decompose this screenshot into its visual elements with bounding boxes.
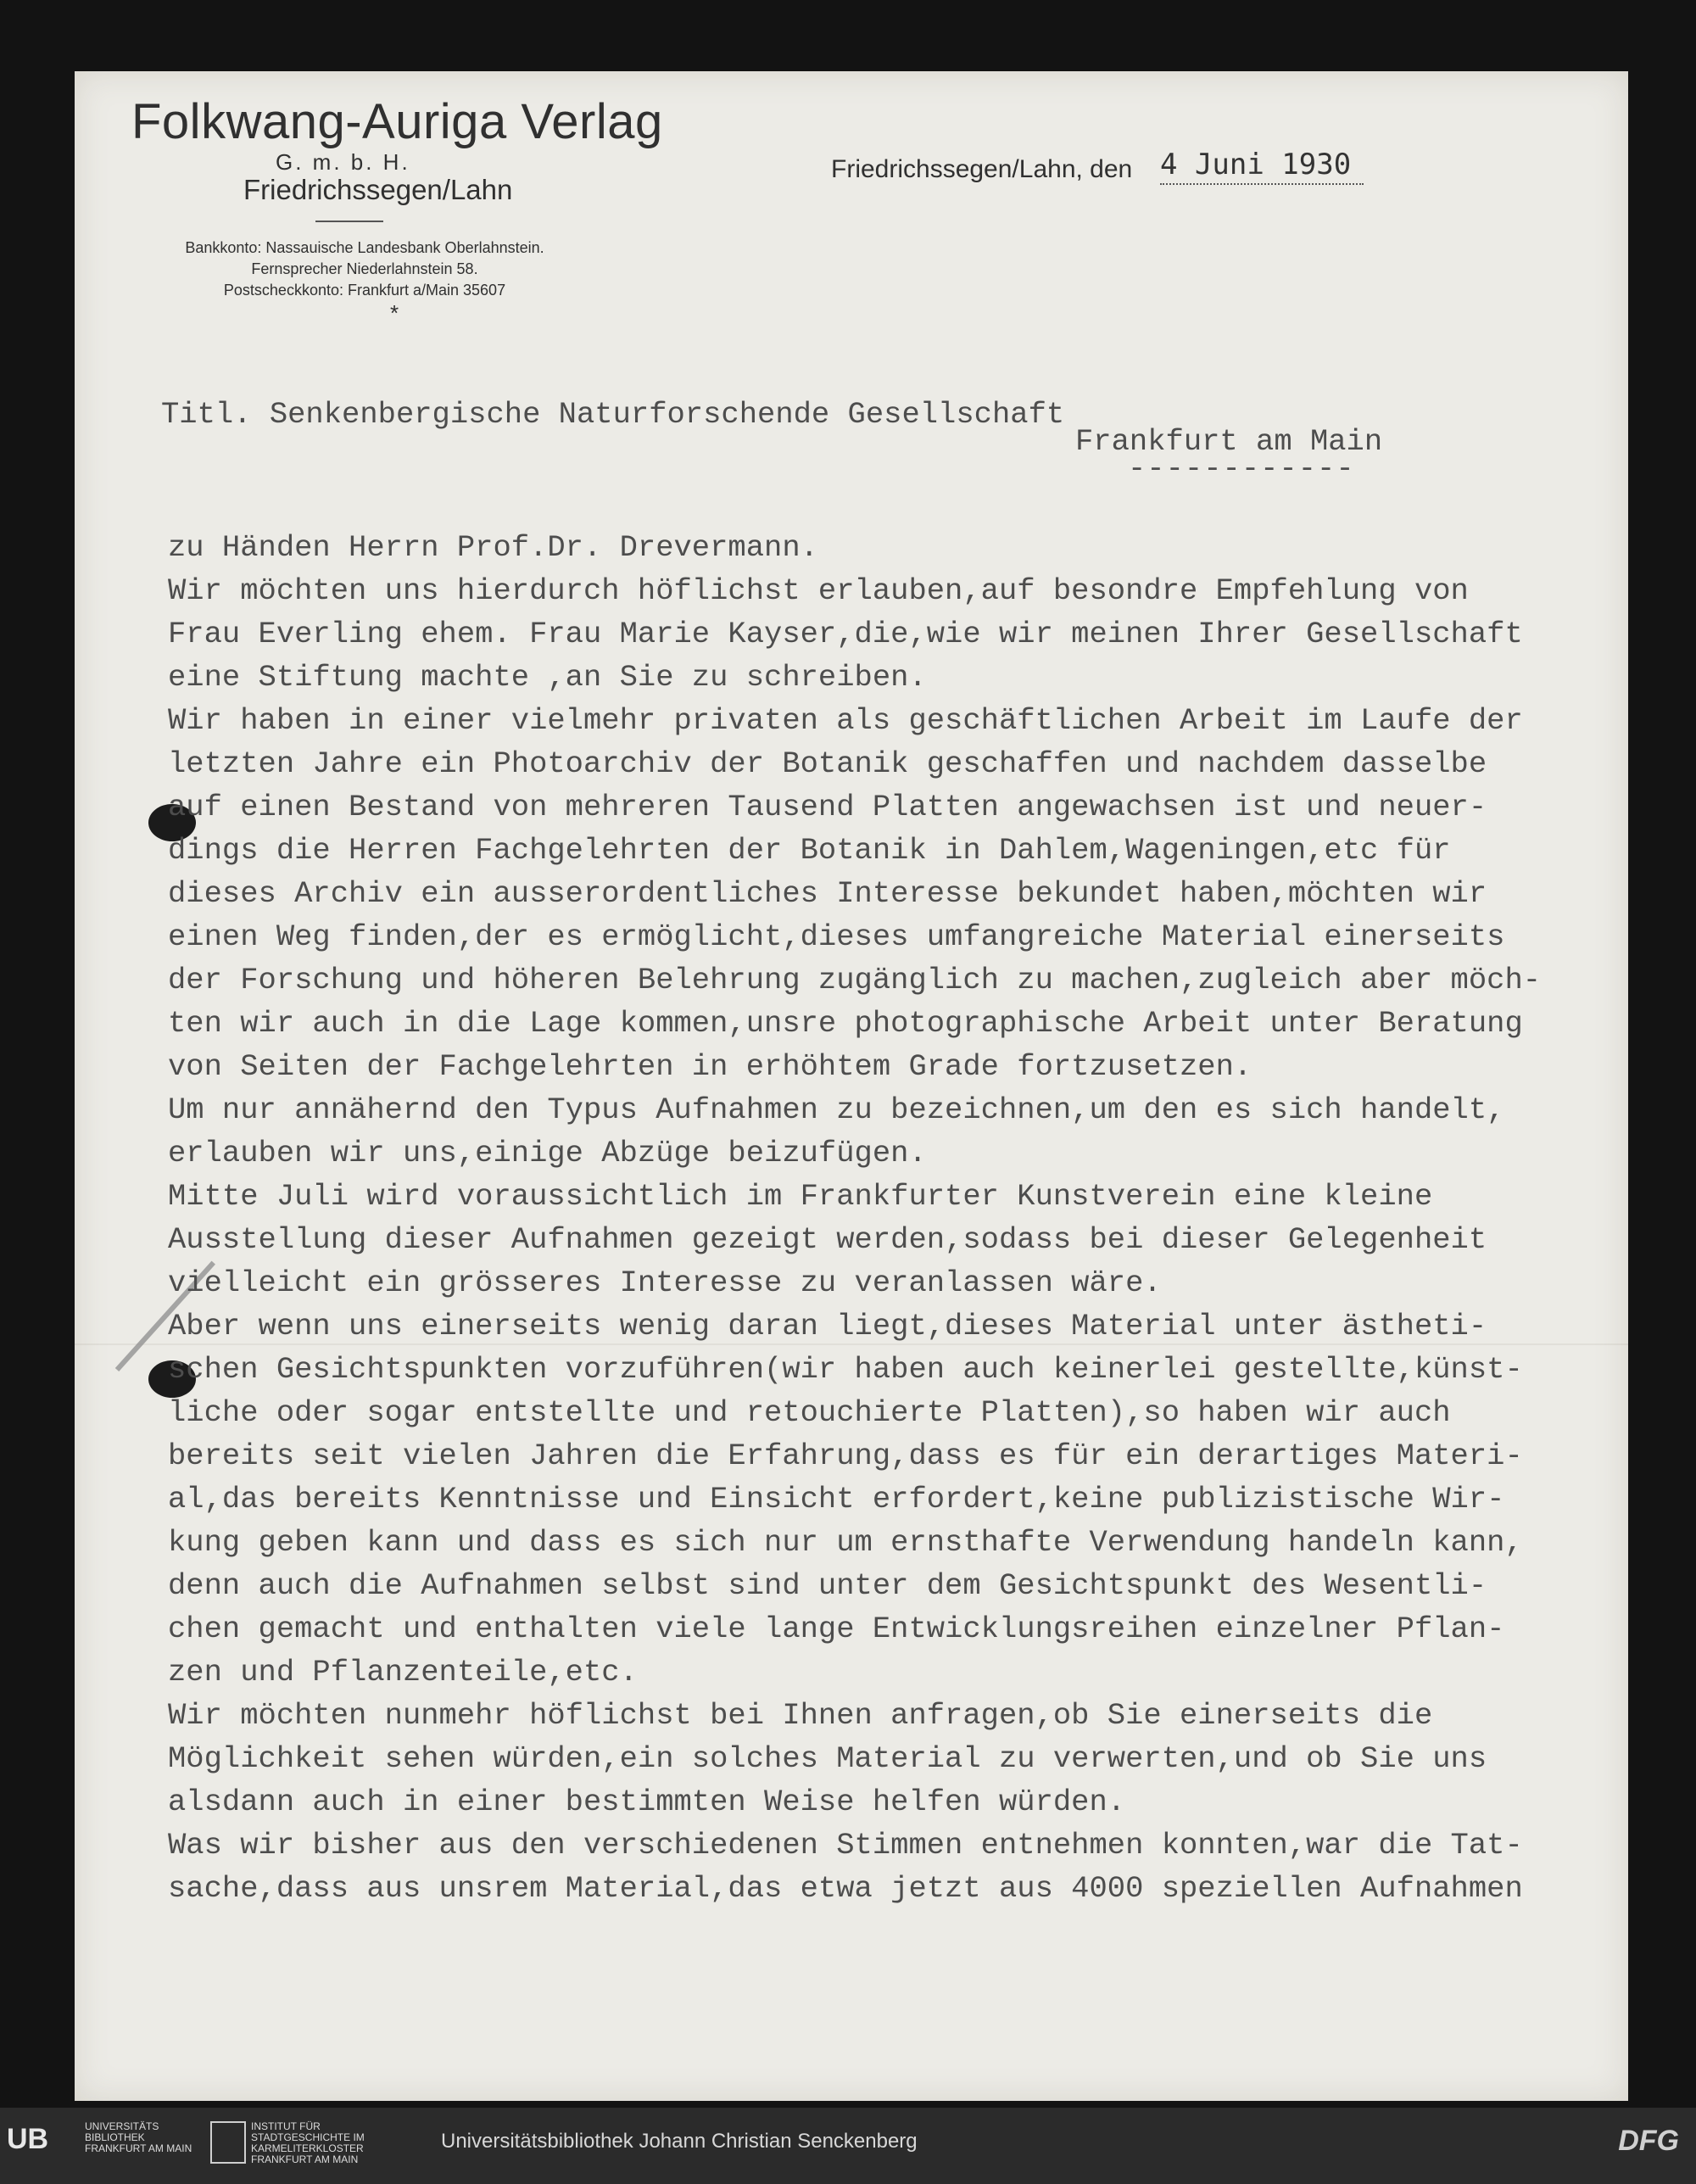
body-line: bereits seit vielen Jahren die Erfahrung,dass es für ein derartiges Materi- (168, 1438, 1523, 1473)
body-line: auf einen Bestand von mehreren Tausend Platten angewachsen ist und neuer- (168, 790, 1487, 824)
isg-logo-icon[interactable] (210, 2121, 246, 2164)
body-line: erlauben wir uns,einige Abzüge beizufügen. (168, 1136, 927, 1170)
body-line: chen gemacht und enthalten viele lange Entwicklungsreihen einzelner Pflan- (168, 1611, 1505, 1646)
body-line: dings die Herren Fachgelehrten der Botanik in Dahlem,Wageningen,etc für (168, 833, 1451, 868)
body-line: Aber wenn uns einerseits wenig daran liegt,dieses Material unter ästheti- (168, 1309, 1487, 1343)
bank-account: Bankkonto: Nassauische Landesbank Oberlahnstein. (185, 239, 544, 256)
isg-name: INSTITUT FÜR STADTGESCHICHTE IM KARMELITERKLOSTER FRANKFURT AM MAIN (251, 2120, 365, 2165)
body-line: sache,dass aus unsrem Material,das etwa jetzt aus 4000 speziellen Aufnahmen (168, 1871, 1523, 1906)
body-line: von Seiten der Fachgelehrten in erhöhtem Grade fortzusetzen. (168, 1049, 1252, 1084)
letterhead-star: * (390, 300, 399, 326)
recipient-city: Frankfurt am Main (1075, 424, 1383, 459)
body-line: vielleicht ein grösseres Interesse zu veranlassen wäre. (168, 1265, 1162, 1300)
phone-number: Fernsprecher Niederlahnstein 58. (251, 260, 478, 277)
body-line: Um nur annähernd den Typus Aufnahmen zu bezeichnen,um den es sich handelt, (168, 1092, 1505, 1127)
body-line: alsdann auch in einer bestimmten Weise helfen würden. (168, 1785, 1126, 1819)
body-line: der Forschung und höheren Belehrung zugänglich zu machen,zugleich aber möch- (168, 963, 1542, 997)
body-line: einen Weg finden,der es ermöglicht,dieses umfangreiche Material einerseits (168, 919, 1505, 954)
body-line: schen Gesichtspunkten vorzuführen(wir haben auch keinerlei gestellte,künst- (168, 1352, 1523, 1387)
recipient-city-underline: ------------ (1128, 451, 1355, 486)
body-line: denn auch die Aufnahmen selbst sind unter dem Gesichtspunkt des Wesentli- (168, 1568, 1487, 1603)
body-line: zu Händen Herrn Prof.Dr. Drevermann. (168, 530, 818, 565)
body-line: letzten Jahre ein Photoarchiv der Botanik geschaffen und nachdem dasselbe (168, 746, 1487, 781)
library-caption: Universitätsbibliothek Johann Christian Senckenberg (441, 2130, 918, 2153)
body-line: ten wir auch in die Lage kommen,unsre photographische Arbeit unter Beratung (168, 1006, 1523, 1041)
recipient-name: Titl. Senkenbergische Naturforschende Gesellschaft (161, 397, 1065, 432)
letter-date: 4 Juni 1930 (1160, 148, 1364, 185)
company-name: Folkwang-Auriga Verlag (131, 94, 663, 149)
body-line: Möglichkeit sehen würden,ein solches Material zu verwerten,und ob Sie uns (168, 1741, 1487, 1776)
body-line: zen und Pflanzenteile,etc. (168, 1655, 638, 1690)
body-line: dieses Archiv ein ausserordentliches Interesse bekundet haben,möchten wir (168, 876, 1487, 911)
dfg-logo[interactable]: DFG (1618, 2125, 1679, 2157)
letterhead-divider (315, 221, 383, 222)
body-line: eine Stiftung machte ,an Sie zu schreiben. (168, 660, 927, 695)
body-line: Wir haben in einer vielmehr privaten als geschäftlichen Arbeit im Laufe der (168, 703, 1523, 738)
postcheck-account: Postscheckkonto: Frankfurt a/Main 35607 (223, 282, 506, 299)
body-line: liche oder sogar entstellte und retouchierte Platten),so haben wir auch (168, 1395, 1451, 1430)
body-line: Wir möchten uns hierdurch höflichst erlauben,auf besondre Empfehlung von (168, 573, 1469, 608)
company-city: Friedrichssegen/Lahn (243, 174, 513, 205)
digitization-footer (0, 2108, 1696, 2184)
body-line: Was wir bisher aus den verschiedenen Stimmen entnehmen konnten,war die Tat- (168, 1828, 1523, 1863)
body-line: Mitte Juli wird voraussichtlich im Frankfurter Kunstverein eine kleine (168, 1179, 1433, 1214)
body-line: Ausstellung dieser Aufnahmen gezeigt werden,sodass bei dieser Gelegenheit (168, 1222, 1487, 1257)
body-line: Frau Everling ehem. Frau Marie Kayser,die,wie wir meinen Ihrer Gesellschaft (168, 617, 1523, 651)
body-line: al,das bereits Kenntnisse und Einsicht erfordert,keine publizistische Wir- (168, 1482, 1505, 1517)
body-line: Wir möchten nunmehr höflichst bei Ihnen anfragen,ob Sie einerseits die (168, 1698, 1433, 1733)
ub-name: UNIVERSITÄTS BIBLIOTHEK FRANKFURT AM MAIN (85, 2120, 192, 2154)
body-line: kung geben kann und dass es sich nur um ernsthafte Verwendung handeln kann, (168, 1525, 1523, 1560)
letter-body (168, 526, 1541, 1910)
dateline-label: Friedrichssegen/Lahn, den (831, 155, 1133, 183)
letterhead-contact (170, 237, 560, 301)
company-legal-form: G. m. b. H. (276, 149, 410, 175)
ub-logo[interactable]: UB (7, 2123, 49, 2155)
